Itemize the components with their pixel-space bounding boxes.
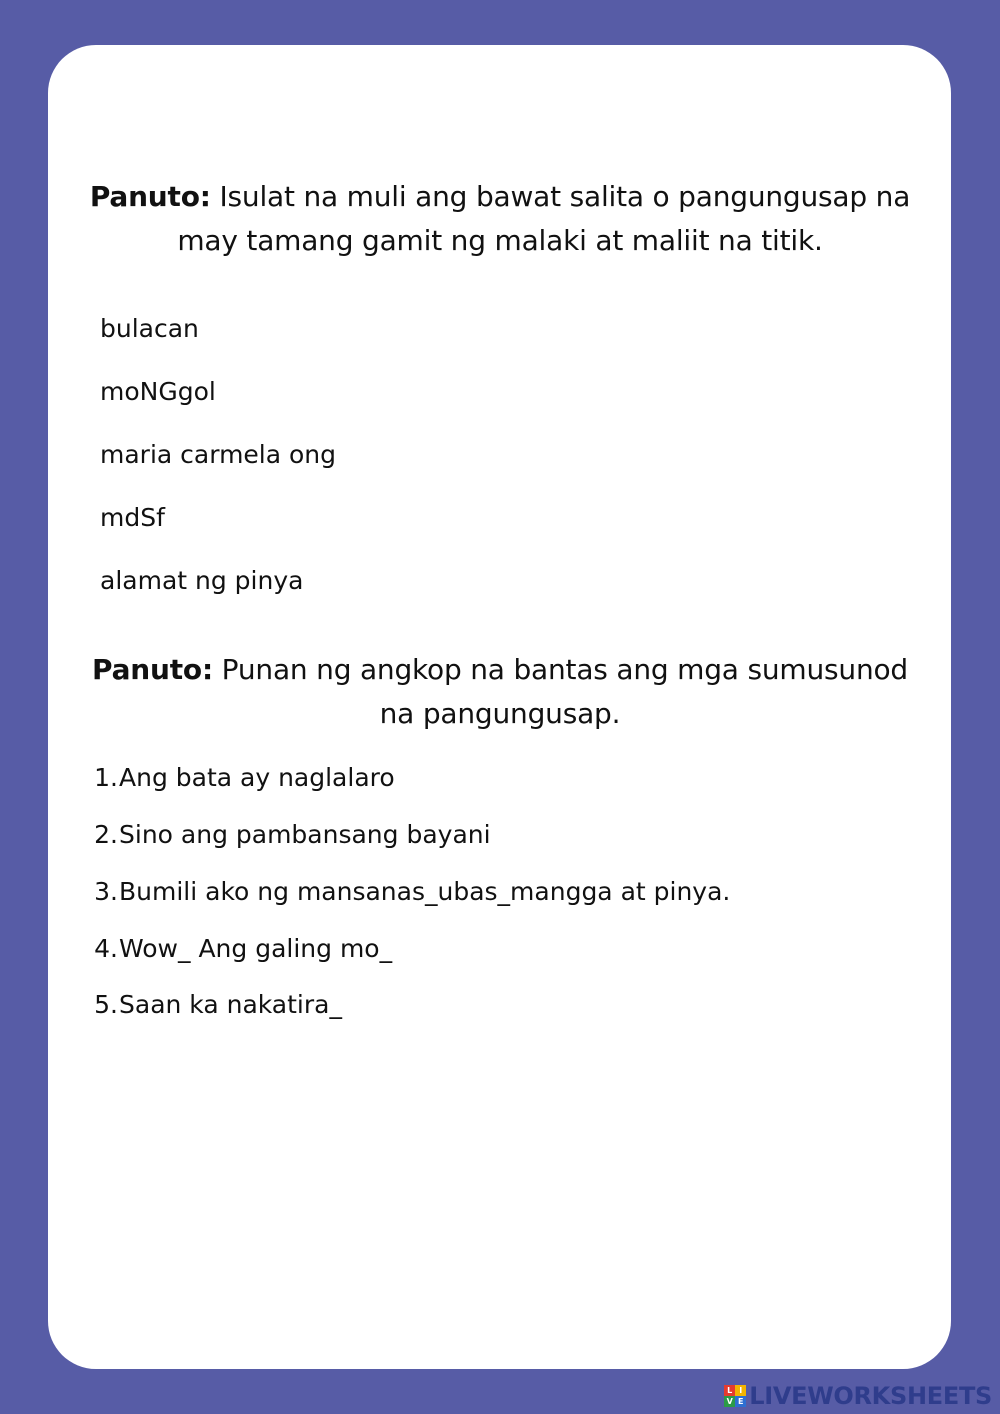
instruction-1-text-1: Isulat na muli ang bawat salita o pangungusap na <box>219 180 911 213</box>
instruction-2-text-1: Punan ng angkop na bantas ang mga sumusunod <box>221 653 908 686</box>
word-item-5: alamat ng pinya <box>100 566 304 595</box>
list-item-text: Ang bata ay naglalaro <box>119 763 395 792</box>
liveworksheets-logo-icon <box>724 1385 746 1407</box>
instruction-2-line-1 <box>0 648 1000 692</box>
list-item-number: 2. <box>94 820 118 849</box>
list-item-text: Sino ang pambansang bayani <box>119 820 491 849</box>
word-item-2: moNGgol <box>100 377 216 406</box>
word-item-3: maria carmela ong <box>100 440 337 469</box>
instruction-1-line-1 <box>0 175 1000 219</box>
word-item-1: bulacan <box>100 314 199 343</box>
list-item-number: 1. <box>94 763 118 792</box>
logo-letter-l: L <box>724 1385 735 1396</box>
list-item-number: 4. <box>94 934 118 963</box>
instruction-1 <box>0 175 1000 263</box>
instruction-2 <box>0 648 1000 736</box>
list-item-number: 3. <box>94 877 118 906</box>
instruction-2-label: Panuto: <box>92 653 213 686</box>
instruction-1-line-2: may tamang gamit ng malaki at maliit na titik. <box>177 224 823 257</box>
watermark-text: LIVEWORKSHEETS <box>749 1382 992 1410</box>
list-item-text: Wow_ Ang galing mo_ <box>119 934 393 963</box>
list-item-text: Saan ka nakatira_ <box>119 990 342 1019</box>
liveworksheets-watermark <box>724 1382 992 1410</box>
instruction-1-label: Panuto: <box>89 180 211 213</box>
logo-letter-v: V <box>724 1396 735 1407</box>
list-item-number: 5. <box>94 990 118 1019</box>
logo-letter-i: I <box>735 1385 746 1396</box>
word-item-4: mdSf <box>100 503 165 532</box>
logo-letter-e: E <box>735 1396 746 1407</box>
list-item-text: Bumili ako ng mansanas_ubas_mangga at pinya. <box>119 877 731 906</box>
instruction-2-line-2: na pangungusap. <box>379 697 621 730</box>
